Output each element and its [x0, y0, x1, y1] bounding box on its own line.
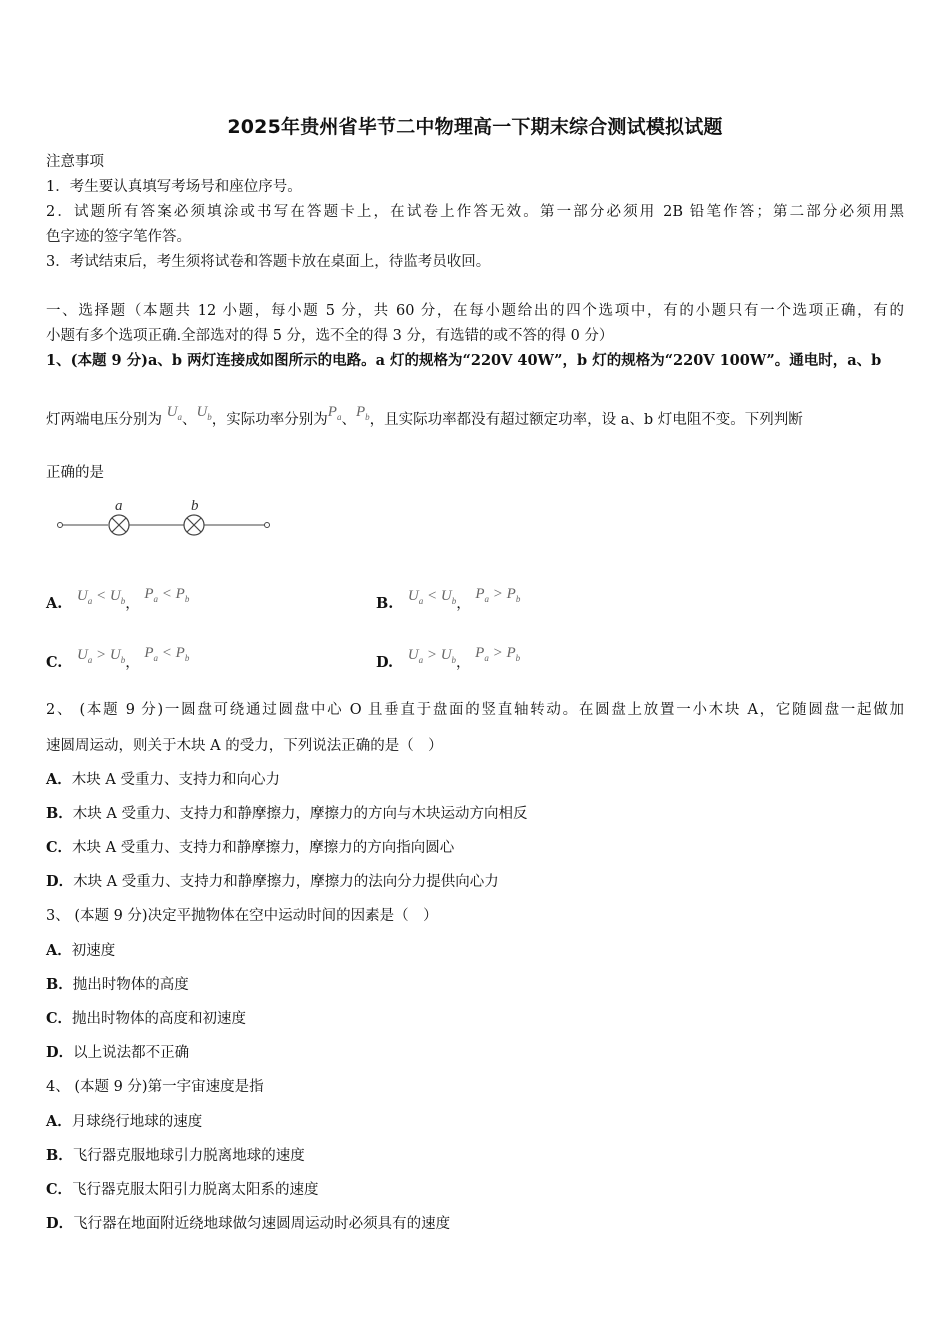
question-1-option-b[interactable]: B. $U_a < U_b$， $P_a > P_b$	[376, 586, 521, 612]
page-title: 2025年贵州省毕节二中物理高一下期末综合测试模拟试题	[227, 116, 723, 138]
notice-item-2-line-2: 色字迹的签字笔作答。	[46, 229, 191, 245]
lamp-a-label: a	[115, 498, 123, 514]
question-3-option-a[interactable]: A．初速度	[46, 942, 116, 959]
lamp-a-icon	[109, 515, 129, 535]
notice-heading: 注意事项	[46, 154, 104, 170]
question-2-option-c[interactable]: C．木块 A 受重力、支持力和静摩擦力，摩擦力的方向指向圆心	[46, 839, 455, 856]
separator: 、	[181, 412, 197, 428]
question-1-option-a[interactable]: A. $U_a < U_b$， $P_a < P_b$	[46, 586, 190, 612]
question-1-line-1	[46, 351, 904, 371]
question-4-option-c[interactable]: C．飞行器克服太阳引力脱离太阳系的速度	[46, 1181, 319, 1198]
lamp-b-icon	[184, 515, 204, 535]
question-1-line-2-b: ，实际功率分别为	[211, 412, 328, 428]
question-4-stem: 4、 (本题 9 分)第一宇宙速度是指	[46, 1079, 264, 1095]
question-1-option-d[interactable]: D. $U_a > U_b$， $P_a > P_b$	[376, 645, 521, 671]
question-4-option-d[interactable]: D．飞行器在地面附近绕地球做匀速圆周运动时必须具有的速度	[46, 1215, 451, 1232]
question-2-option-b[interactable]: B．木块 A 受重力、支持力和静摩擦力，摩擦力的方向与木块运动方向相反	[46, 805, 528, 822]
power-a-symbol: $P_a$	[327, 404, 342, 422]
section-1-line-1: 一、选择题（本题共 12 小题，每小题 5 分，共 60 分，在每小题给出的四个选项中，有的小题只有一个选项正确，有的	[46, 303, 904, 319]
notice-item-1: 1．考生要认真填写考场号和座位序号。	[46, 179, 302, 195]
notice-item-2-line-1: 2．试题所有答案必须填涂或书写在答题卡上，在试卷上作答无效。第一部分必须用 2B 铅笔作答；第二部分必须用黑	[46, 204, 904, 220]
question-3-stem: 3、 (本题 9 分)决定平抛物体在空中运动时间的因素是（ ）	[46, 908, 438, 924]
notice-item-3: 3．考试结束后，考生须将试卷和答题卡放在桌面上，待监考员收回。	[46, 254, 491, 270]
question-1-line-2-c: ，且实际功率都没有超过额定功率，设 a、b 灯电阻不变。下列判断	[369, 412, 803, 428]
power-b-symbol: $P_b$	[355, 404, 370, 422]
question-3-option-c[interactable]: C．抛出时物体的高度和初速度	[46, 1010, 247, 1027]
question-4-option-a[interactable]: A．月球绕行地球的速度	[46, 1113, 203, 1130]
section-1-line-2: 小题有多个选项正确.全部选对的得 5 分，选不全的得 3 分，有选错的或不答的得 0 分）	[46, 328, 614, 344]
lamp-b-label: b	[191, 498, 199, 514]
voltage-b-symbol: $U_b$	[196, 404, 212, 422]
question-3-option-b[interactable]: B．抛出时物体的高度	[46, 976, 189, 993]
voltage-a-symbol: $U_a$	[166, 404, 182, 422]
question-1-prefix: 1、(本题 9 分)	[46, 352, 148, 369]
question-2-option-a[interactable]: A．木块 A 受重力、支持力和向心力	[46, 771, 280, 788]
question-3-option-d[interactable]: D．以上说法都不正确	[46, 1044, 190, 1061]
question-1-line-3: 正确的是	[46, 465, 104, 481]
question-1-line-1-text: a、b 两灯连接成如图所示的电路。a 灯的规格为“220V 40W”，b 灯的规格为“220V 100W”。通电时，a、b	[148, 352, 882, 369]
question-2-option-d[interactable]: D．木块 A 受重力、支持力和静摩擦力，摩擦力的法向分力提供向心力	[46, 873, 499, 890]
question-1-option-c[interactable]: C. $U_a > U_b$， $P_a < P_b$	[46, 645, 190, 671]
question-4-option-b[interactable]: B．飞行器克服地球引力脱离地球的速度	[46, 1147, 305, 1164]
circuit-diagram	[55, 498, 285, 548]
separator: 、	[341, 412, 356, 428]
question-2-line-1: 2、 (本题 9 分)一圆盘可绕通过圆盘中心 O 且垂直于盘面的竖直轴转动。在圆盘上放置一小木块 A，它随圆盘一起做加	[46, 702, 904, 718]
question-1-line-2-a: 灯两端电压分别为	[46, 412, 162, 428]
question-1-line-2	[46, 404, 904, 435]
question-2-line-2: 速圆周运动，则关于木块 A 的受力，下列说法正确的是（ ）	[46, 738, 443, 754]
